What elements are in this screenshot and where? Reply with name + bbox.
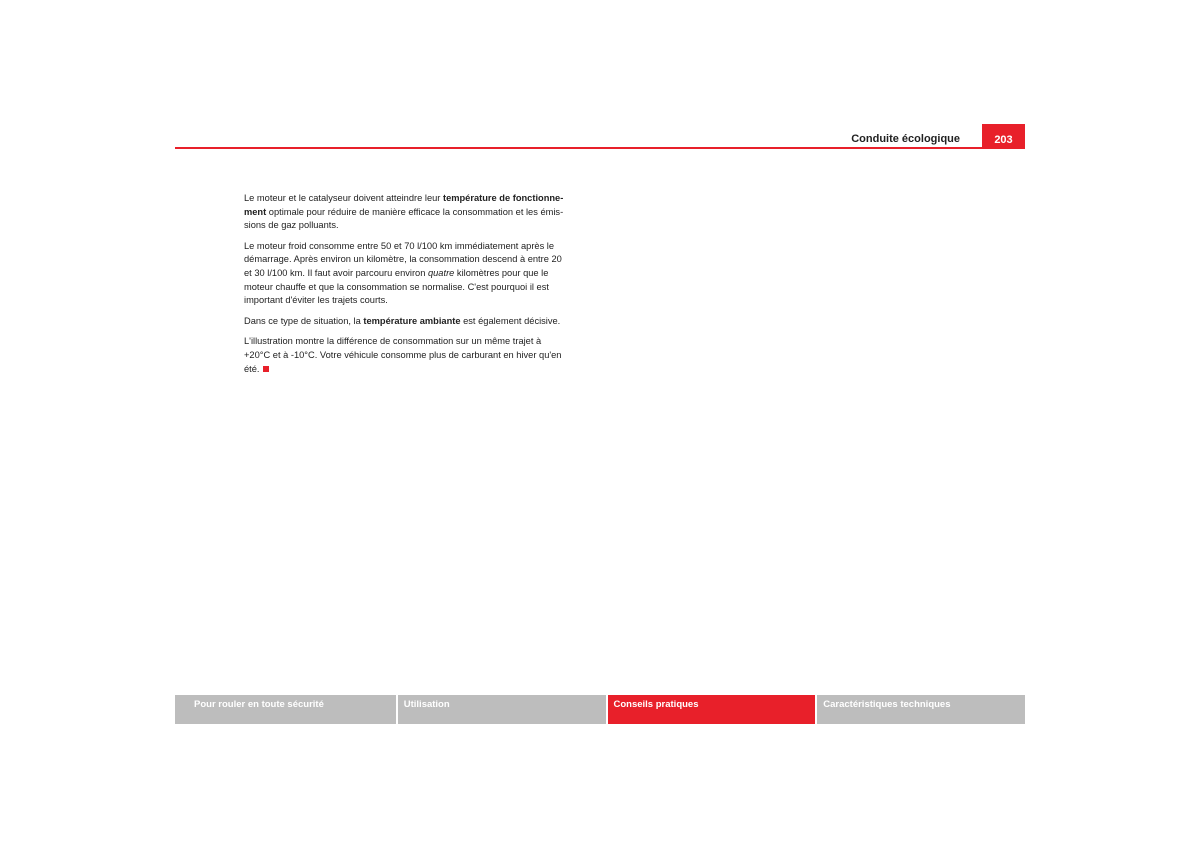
- paragraph-2: [244, 240, 590, 308]
- tab-caracteristiques-techniques[interactable]: Caractéristiques techniques: [815, 695, 1025, 724]
- paragraph-3-bold: température ambiante: [363, 315, 461, 326]
- tab-conseils-pratiques[interactable]: Conseils pratiques: [606, 695, 816, 724]
- paragraph-1-bold: température de fonctionne- ment: [244, 193, 564, 217]
- section-title: Conduite écologique: [851, 133, 960, 145]
- tab-pour-rouler-en-toute-securite[interactable]: Pour rouler en toute sécurité: [175, 695, 396, 724]
- paragraph-3-text-a: Dans ce type de situation, la: [244, 315, 364, 326]
- main-text: [244, 192, 590, 383]
- paragraph-4: [244, 335, 590, 376]
- end-of-section-marker-icon: [263, 366, 269, 372]
- paragraph-2-text-b: kilomètres pour que le moteur chauffe et que la consommation se normalise. C'est pourquoi il est important d'éviter les trajets courts.: [244, 267, 549, 306]
- paragraph-1-text-a: Le moteur et le catalyseur doivent atteindre leur: [244, 193, 443, 203]
- header-rule: [175, 147, 1025, 149]
- paragraph-1-text-b: optimale pour réduire de manière efficace la consommation et les émis- sions de gaz polluants.: [244, 206, 564, 231]
- paragraph-3-text-b: est également décisive.: [460, 315, 561, 326]
- chapter-tabs: [175, 695, 1025, 724]
- paragraph-3: [244, 315, 590, 329]
- paragraph-4-text: L'illustration montre la différence de consommation sur un même trajet à +20°C et à -10°C. Votre véhicule consomme plus de carburant en hiver qu'en été.: [244, 336, 562, 374]
- page-number-badge: 203: [982, 124, 1025, 149]
- tab-utilisation[interactable]: Utilisation: [396, 695, 606, 724]
- paragraph-2-italic: quatre: [427, 267, 455, 278]
- paragraph-1: [244, 192, 590, 233]
- paragraph-2-text-a: Le moteur froid consomme entre 50 et 70 l/100 km immédiatement après le démarrage. Après environ un kilomètre, la consommation descend à entre 20 et 30 l/100 km. Il faut avoir parcouru environ: [244, 240, 562, 278]
